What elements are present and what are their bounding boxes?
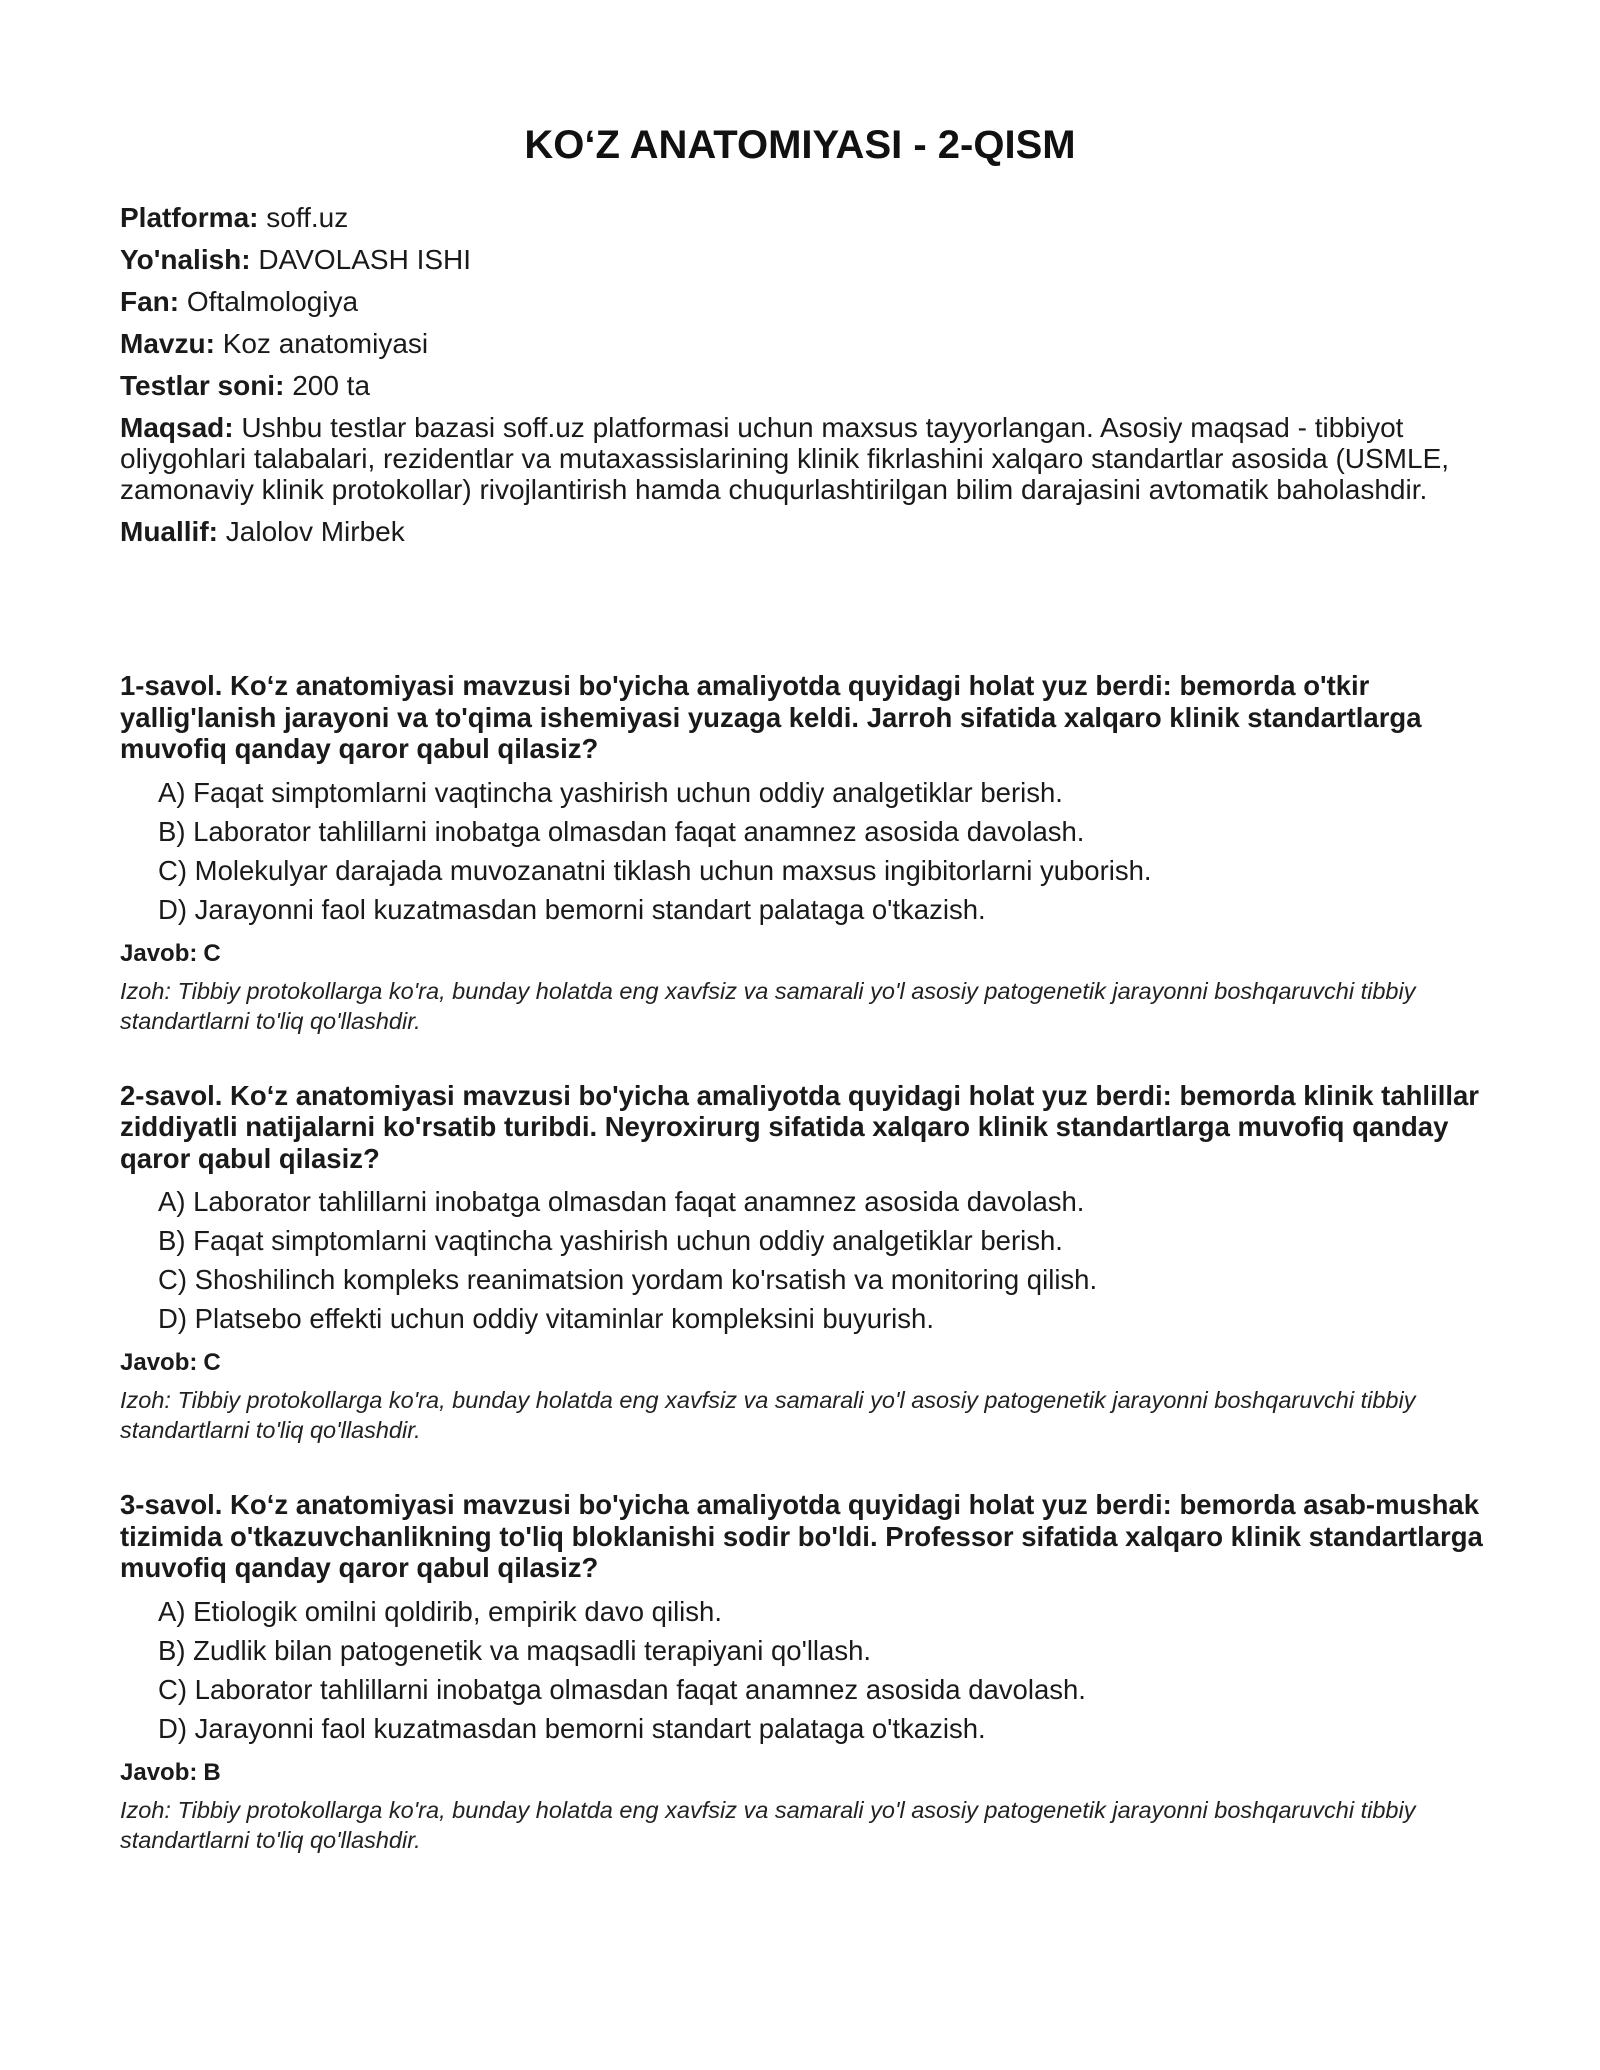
option-d: D) Platsebo effekti uchun oddiy vitaminlar kompleksini buyurish. (158, 1303, 934, 1334)
option-d: D) Jarayonni faol kuzatmasdan bemorni standart palataga o'tkazish. (158, 1712, 986, 1744)
answer-label: Javob: (120, 1758, 198, 1786)
meta-label: Muallif: (120, 516, 218, 547)
question-text: 3-savol. Ko‘z anatomiyasi mavzusi bo'yicha amaliyotda quyidagi holat yuz berdi: bemorda asab-mushak tizimida o'tkazuvchanlikning to'liq bloklanishi sodir bo'ldi. Professor sifatida xalqaro klinik standartlarga muvofiq qanday qaror qabul qilasiz? (120, 1489, 1483, 1583)
meta-label: Yo'nalish: (120, 244, 251, 275)
question-3 (120, 1489, 1490, 1855)
meta-topic (120, 328, 1490, 359)
option-c: C) Shoshilinch kompleks reanimatsion yordam ko'rsatish va monitoring qilish. (158, 1264, 1098, 1295)
option-a: A) Etiologik omilni qoldirib, empirik davo qilish. (158, 1595, 722, 1627)
answer-line (120, 1759, 1490, 1787)
answer-label: Javob: (120, 939, 198, 967)
meta-label: Mavzu: (120, 328, 215, 359)
answer-value: C (203, 1349, 221, 1376)
document-title: KO‘Z ANATOMIYASI - 2-QISM (524, 123, 1076, 167)
meta-test-count (120, 370, 1490, 401)
meta-subject (120, 286, 1490, 317)
option-c: C) Laborator tahlillarni inobatga olmasdan faqat anamnez asosida davolash. (158, 1673, 1086, 1705)
question-text: 1-savol. Ko‘z anatomiyasi mavzusi bo'yicha amaliyotda quyidagi holat yuz berdi: bemorda o'tkir yallig'lanish jarayoni va to'qima ishemiyasi yuzaga keldi. Jarroh sifatida xalqaro klinik standartlarga muvofiq qanday qaror qabul qilasiz? (120, 670, 1422, 764)
meta-value: soff.uz (266, 202, 349, 233)
meta-author (120, 516, 1490, 547)
meta-value: Koz anatomiyasi (222, 328, 429, 359)
answer-line (120, 940, 1490, 968)
question-2 (120, 1080, 1490, 1446)
document-metadata (120, 202, 1490, 558)
explanation: Izoh: Tibbiy protokollarga ko'ra, bunday holatda eng xavfsiz va samarali yo'l asosiy patogenetik jarayonni boshqaruvchi tibbiy standartlarni to'liq qo'llashdir. (120, 1387, 1416, 1443)
option-b: B) Zudlik bilan patogenetik va maqsadli terapiyani qo'llash. (158, 1634, 872, 1666)
answer-value: B (203, 1758, 221, 1786)
option-c: C) Molekulyar darajada muvozanatni tiklash uchun maxsus ingibitorlarni yuborish. (158, 854, 1152, 886)
option-b: B) Faqat simptomlarni vaqtincha yashirish uchun oddiy analgetiklar berish. (158, 1225, 1063, 1256)
answer-label: Javob: (120, 1349, 198, 1376)
meta-label: Fan: (120, 286, 180, 317)
answer-line (120, 1349, 1490, 1377)
meta-value: Jalolov Mirbek (225, 516, 405, 547)
explanation: Izoh: Tibbiy protokollarga ko'ra, bunday holatda eng xavfsiz va samarali yo'l asosiy patogenetik jarayonni boshqaruvchi tibbiy standartlarni to'liq qo'llashdir. (120, 977, 1416, 1034)
meta-value: Oftalmologiya (186, 286, 359, 317)
option-b: B) Laborator tahlillarni inobatga olmasdan faqat anamnez asosida davolash. (158, 815, 1085, 847)
meta-label: Platforma: (120, 202, 259, 233)
meta-value: 200 ta (292, 370, 371, 401)
option-a: A) Faqat simptomlarni vaqtincha yashirish uchun oddiy analgetiklar berish. (158, 776, 1063, 808)
meta-value: Ushbu testlar bazasi soff.uz platformasi uchun maxsus tayyorlangan. Asosiy maqsad - tibbiyot oliygohlari talabalari, rezidentlar va mutaxassislarining klinik fikrlashini xalqaro standartlar asosida (USMLE, zamonaviy klinik protokollar) rivojlantirish hamda chuqurlashtirilgan bilim darajasini avtomatik baholashdir. (120, 412, 1450, 505)
option-d: D) Jarayonni faol kuzatmasdan bemorni standart palataga o'tkazish. (158, 893, 986, 925)
explanation: Izoh: Tibbiy protokollarga ko'ra, bunday holatda eng xavfsiz va samarali yo'l asosiy patogenetik jarayonni boshqaruvchi tibbiy standartlarni to'liq qo'llashdir. (120, 1796, 1416, 1853)
option-a: A) Laborator tahlillarni inobatga olmasdan faqat anamnez asosida davolash. (158, 1186, 1085, 1217)
answer-value: C (203, 939, 221, 967)
question-text: 2-savol. Ko‘z anatomiyasi mavzusi bo'yicha amaliyotda quyidagi holat yuz berdi: bemorda klinik tahlillar ziddiyatli natijalarni ko'rsatib turibdi. Neyroxirurg sifatida xalqaro klinik standartlarga muvofiq qanday qaror qabul qilasiz? (120, 1079, 1479, 1174)
meta-direction (120, 244, 1490, 275)
answer-options (120, 1596, 1490, 1744)
question-1 (120, 670, 1490, 1036)
question-list (120, 670, 1490, 1899)
answer-options (120, 1186, 1490, 1334)
meta-platform (120, 202, 1490, 233)
meta-label: Maqsad: (120, 412, 234, 443)
meta-label: Testlar soni: (120, 370, 285, 401)
answer-options (120, 777, 1490, 925)
meta-value: DAVOLASH ISHI (258, 244, 472, 275)
meta-purpose (120, 412, 1490, 505)
